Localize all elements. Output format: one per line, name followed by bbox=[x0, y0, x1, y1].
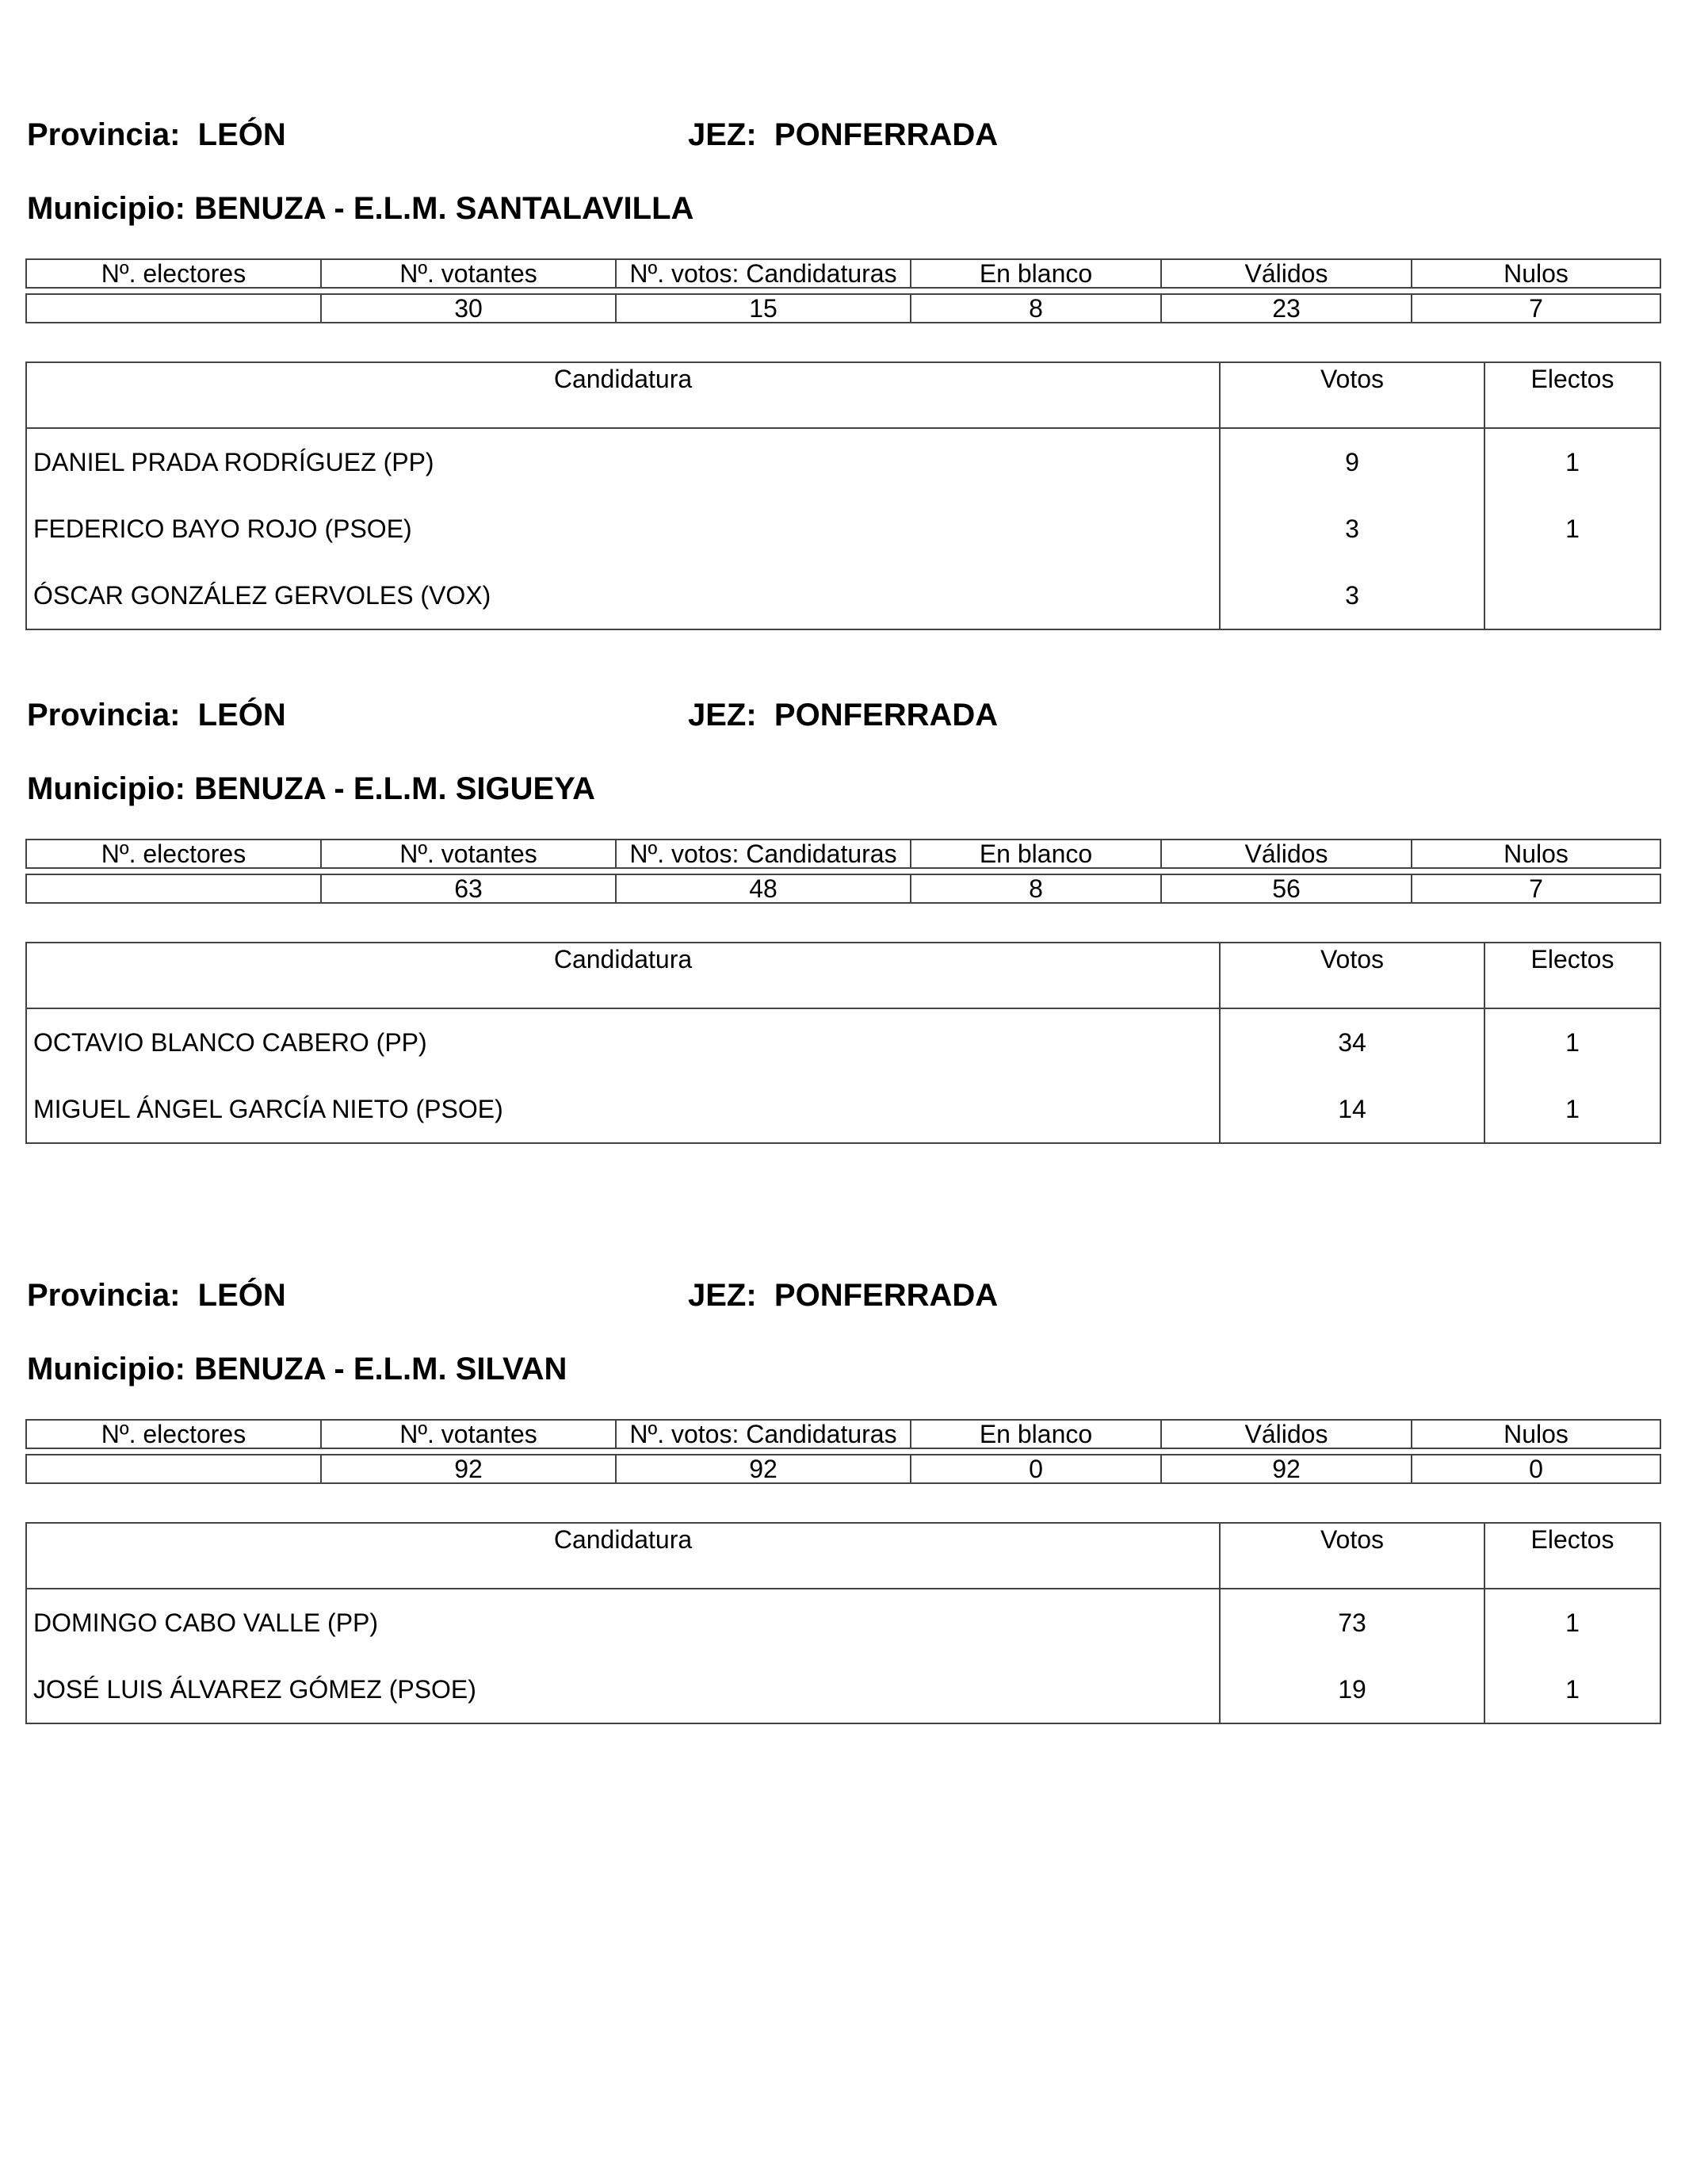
stats-value: 15 bbox=[616, 294, 911, 323]
stats-value: 8 bbox=[911, 294, 1161, 323]
candidate-row bbox=[26, 1008, 1660, 1076]
candidate-votos: 73 bbox=[1220, 1589, 1484, 1656]
stats-header: Nº. votos: Candidaturas bbox=[616, 259, 911, 288]
electos-header: Electos bbox=[1484, 943, 1660, 1008]
stats-header: Nº. votantes bbox=[321, 840, 616, 868]
stats-value: 0 bbox=[1412, 1455, 1660, 1483]
candidate-votos: 3 bbox=[1220, 562, 1484, 629]
stats-header: Nº. votos: Candidaturas bbox=[616, 840, 911, 868]
provincia: Provincia: LEÓN bbox=[27, 1278, 286, 1313]
stats-header: Nº. electores bbox=[26, 1420, 321, 1448]
candidate-electos bbox=[1484, 562, 1660, 629]
electos-header: Electos bbox=[1484, 1523, 1660, 1589]
candidates-header-row bbox=[26, 362, 1660, 428]
stats-value: 7 bbox=[1412, 874, 1660, 903]
votos-header: Votos bbox=[1220, 943, 1484, 1008]
candidate-name: FEDERICO BAYO ROJO (PSOE) bbox=[26, 495, 1220, 562]
candidate-row bbox=[26, 1076, 1660, 1143]
candidate-electos: 1 bbox=[1484, 1656, 1660, 1723]
candidate-votos: 14 bbox=[1220, 1076, 1484, 1143]
stats-header: Nº. electores bbox=[26, 840, 321, 868]
section-header bbox=[25, 117, 1660, 165]
candidates-table bbox=[25, 361, 1661, 630]
stats-header: Válidos bbox=[1161, 259, 1412, 288]
candidate-row bbox=[26, 1656, 1660, 1723]
municipio-title: Municipio: BENUZA - E.L.M. SANTALAVILLA bbox=[27, 191, 694, 226]
stats-header: Válidos bbox=[1161, 1420, 1412, 1448]
section-header bbox=[25, 1278, 1660, 1325]
candidates-header-row bbox=[26, 1523, 1660, 1589]
stats-header-row bbox=[26, 259, 1660, 288]
section-silvan bbox=[25, 1278, 1660, 1704]
provincia: Provincia: LEÓN bbox=[27, 117, 286, 152]
stats-header: Válidos bbox=[1161, 840, 1412, 868]
provincia: Provincia: LEÓN bbox=[27, 698, 286, 732]
candidates-table bbox=[25, 1522, 1661, 1724]
votos-header: Votos bbox=[1220, 1523, 1484, 1589]
stats-table bbox=[25, 839, 1661, 904]
stats-value: 63 bbox=[321, 874, 616, 903]
municipio-title: Municipio: BENUZA - E.L.M. SIGUEYA bbox=[27, 771, 596, 806]
section-sigueya bbox=[25, 698, 1660, 1123]
candidate-row bbox=[26, 428, 1660, 495]
candidate-row bbox=[26, 562, 1660, 629]
stats-header: Nº. votantes bbox=[321, 259, 616, 288]
votos-header: Votos bbox=[1220, 362, 1484, 428]
candidate-electos: 1 bbox=[1484, 1008, 1660, 1076]
stats-header: Nulos bbox=[1412, 259, 1660, 288]
candidates-header-row bbox=[26, 943, 1660, 1008]
candidate-row bbox=[26, 1589, 1660, 1656]
stats-value-row bbox=[26, 1455, 1660, 1483]
candidate-votos: 19 bbox=[1220, 1656, 1484, 1723]
stats-value bbox=[26, 1455, 321, 1483]
candidatura-header: Candidatura bbox=[26, 362, 1220, 428]
candidate-electos: 1 bbox=[1484, 1589, 1660, 1656]
candidate-electos: 1 bbox=[1484, 428, 1660, 495]
stats-value: 8 bbox=[911, 874, 1161, 903]
stats-value bbox=[26, 294, 321, 323]
stats-header: En blanco bbox=[911, 840, 1161, 868]
candidate-electos: 1 bbox=[1484, 1076, 1660, 1143]
stats-value: 92 bbox=[616, 1455, 911, 1483]
candidate-votos: 9 bbox=[1220, 428, 1484, 495]
stats-header: Nulos bbox=[1412, 1420, 1660, 1448]
municipio-title: Municipio: BENUZA - E.L.M. SILVAN bbox=[27, 1352, 567, 1387]
candidate-name: DOMINGO CABO VALLE (PP) bbox=[26, 1589, 1220, 1656]
stats-table bbox=[25, 258, 1661, 323]
stats-header: Nº. electores bbox=[26, 259, 321, 288]
jez: JEZ: PONFERRADA bbox=[688, 117, 999, 152]
stats-value: 92 bbox=[321, 1455, 616, 1483]
stats-value: 48 bbox=[616, 874, 911, 903]
stats-header: En blanco bbox=[911, 1420, 1161, 1448]
candidate-electos: 1 bbox=[1484, 495, 1660, 562]
stats-table bbox=[25, 1419, 1661, 1484]
stats-value: 30 bbox=[321, 294, 616, 323]
candidatura-header: Candidatura bbox=[26, 1523, 1220, 1589]
stats-header-row bbox=[26, 840, 1660, 868]
stats-value: 0 bbox=[911, 1455, 1161, 1483]
candidate-name: DANIEL PRADA RODRÍGUEZ (PP) bbox=[26, 428, 1220, 495]
stats-value: 23 bbox=[1161, 294, 1412, 323]
stats-value bbox=[26, 874, 321, 903]
stats-value-row bbox=[26, 294, 1660, 323]
candidate-votos: 3 bbox=[1220, 495, 1484, 562]
candidate-votos: 34 bbox=[1220, 1008, 1484, 1076]
candidatura-header: Candidatura bbox=[26, 943, 1220, 1008]
section-header bbox=[25, 698, 1660, 745]
electos-header: Electos bbox=[1484, 362, 1660, 428]
candidate-name: MIGUEL ÁNGEL GARCÍA NIETO (PSOE) bbox=[26, 1076, 1220, 1143]
candidates-table bbox=[25, 942, 1661, 1144]
stats-header: Nº. votantes bbox=[321, 1420, 616, 1448]
jez: JEZ: PONFERRADA bbox=[688, 698, 999, 732]
candidate-row bbox=[26, 495, 1660, 562]
stats-value: 56 bbox=[1161, 874, 1412, 903]
stats-header: Nulos bbox=[1412, 840, 1660, 868]
section-santalavilla bbox=[25, 117, 1660, 610]
stats-header: En blanco bbox=[911, 259, 1161, 288]
stats-value: 92 bbox=[1161, 1455, 1412, 1483]
candidate-name: ÓSCAR GONZÁLEZ GERVOLES (VOX) bbox=[26, 562, 1220, 629]
candidate-name: JOSÉ LUIS ÁLVAREZ GÓMEZ (PSOE) bbox=[26, 1656, 1220, 1723]
stats-header-row bbox=[26, 1420, 1660, 1448]
jez: JEZ: PONFERRADA bbox=[688, 1278, 999, 1313]
stats-value-row bbox=[26, 874, 1660, 903]
stats-value: 7 bbox=[1412, 294, 1660, 323]
candidate-name: OCTAVIO BLANCO CABERO (PP) bbox=[26, 1008, 1220, 1076]
stats-header: Nº. votos: Candidaturas bbox=[616, 1420, 911, 1448]
